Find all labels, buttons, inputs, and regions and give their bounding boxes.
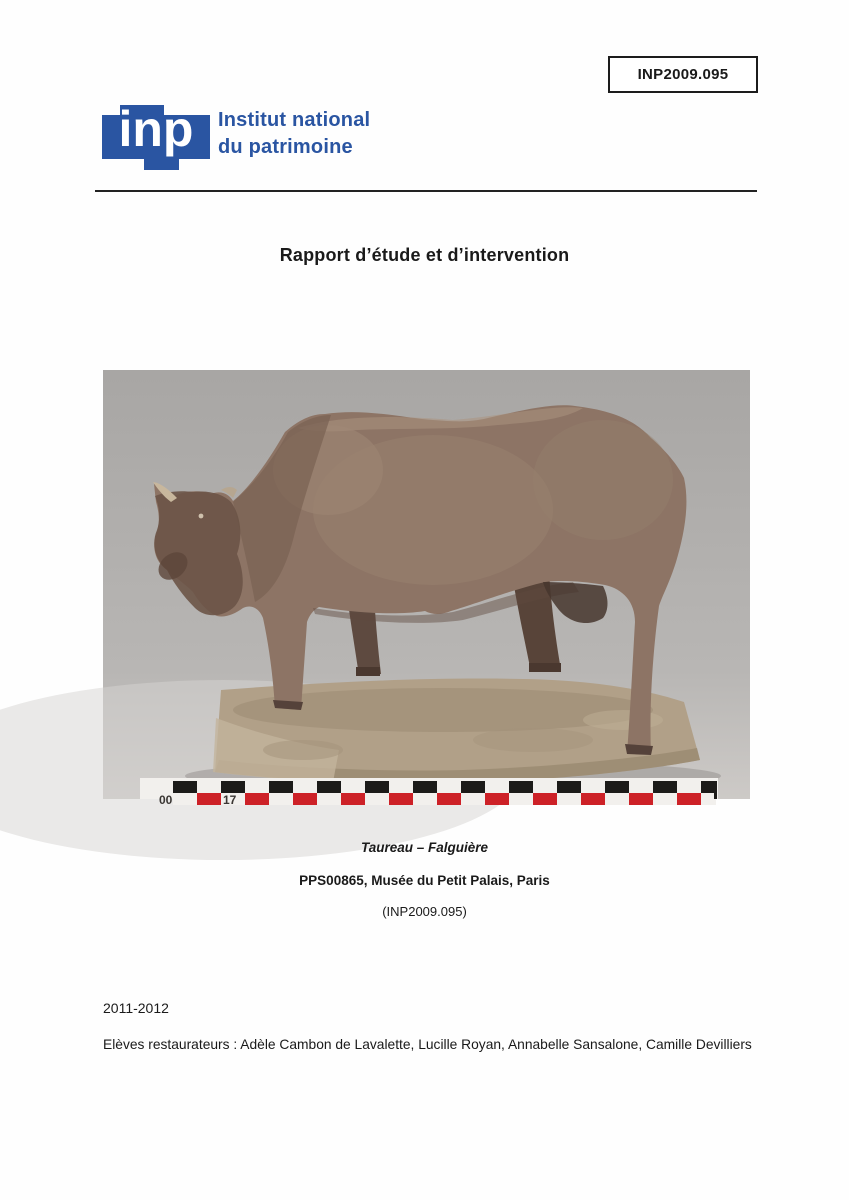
scale-fragment-right: 17 [223,793,237,807]
scale-bar [140,778,718,807]
bull-sculpture-photo [103,370,750,807]
logo-acronym: inp [118,101,194,157]
students-credits: Elèves restaurateurs : Adèle Cambon de Lavalette, Lucille Royan, Annabelle Sansalone, Camille Devilliers [103,1037,752,1052]
caption-inventory: PPS00865, Musée du Petit Palais, Paris [299,873,550,888]
header-rule [95,190,757,192]
artifact-photo [103,370,750,807]
institute-name [218,107,370,161]
caption-work-title: Taureau – Falguière [360,840,489,855]
document-title: Rapport d’étude et d’intervention [279,245,570,265]
inp-logo [102,101,210,169]
institute-name-line1: Institut national [218,109,371,131]
reference-code-box [608,56,758,93]
scale-fragment-left: 00 [159,793,173,807]
reference-code: INP2009.095 [637,66,729,83]
report-years: 2011-2012 [103,1000,169,1016]
caption-report-ref: (INP2009.095) [382,904,467,919]
institute-name-line2: du patrimoine [218,136,353,158]
